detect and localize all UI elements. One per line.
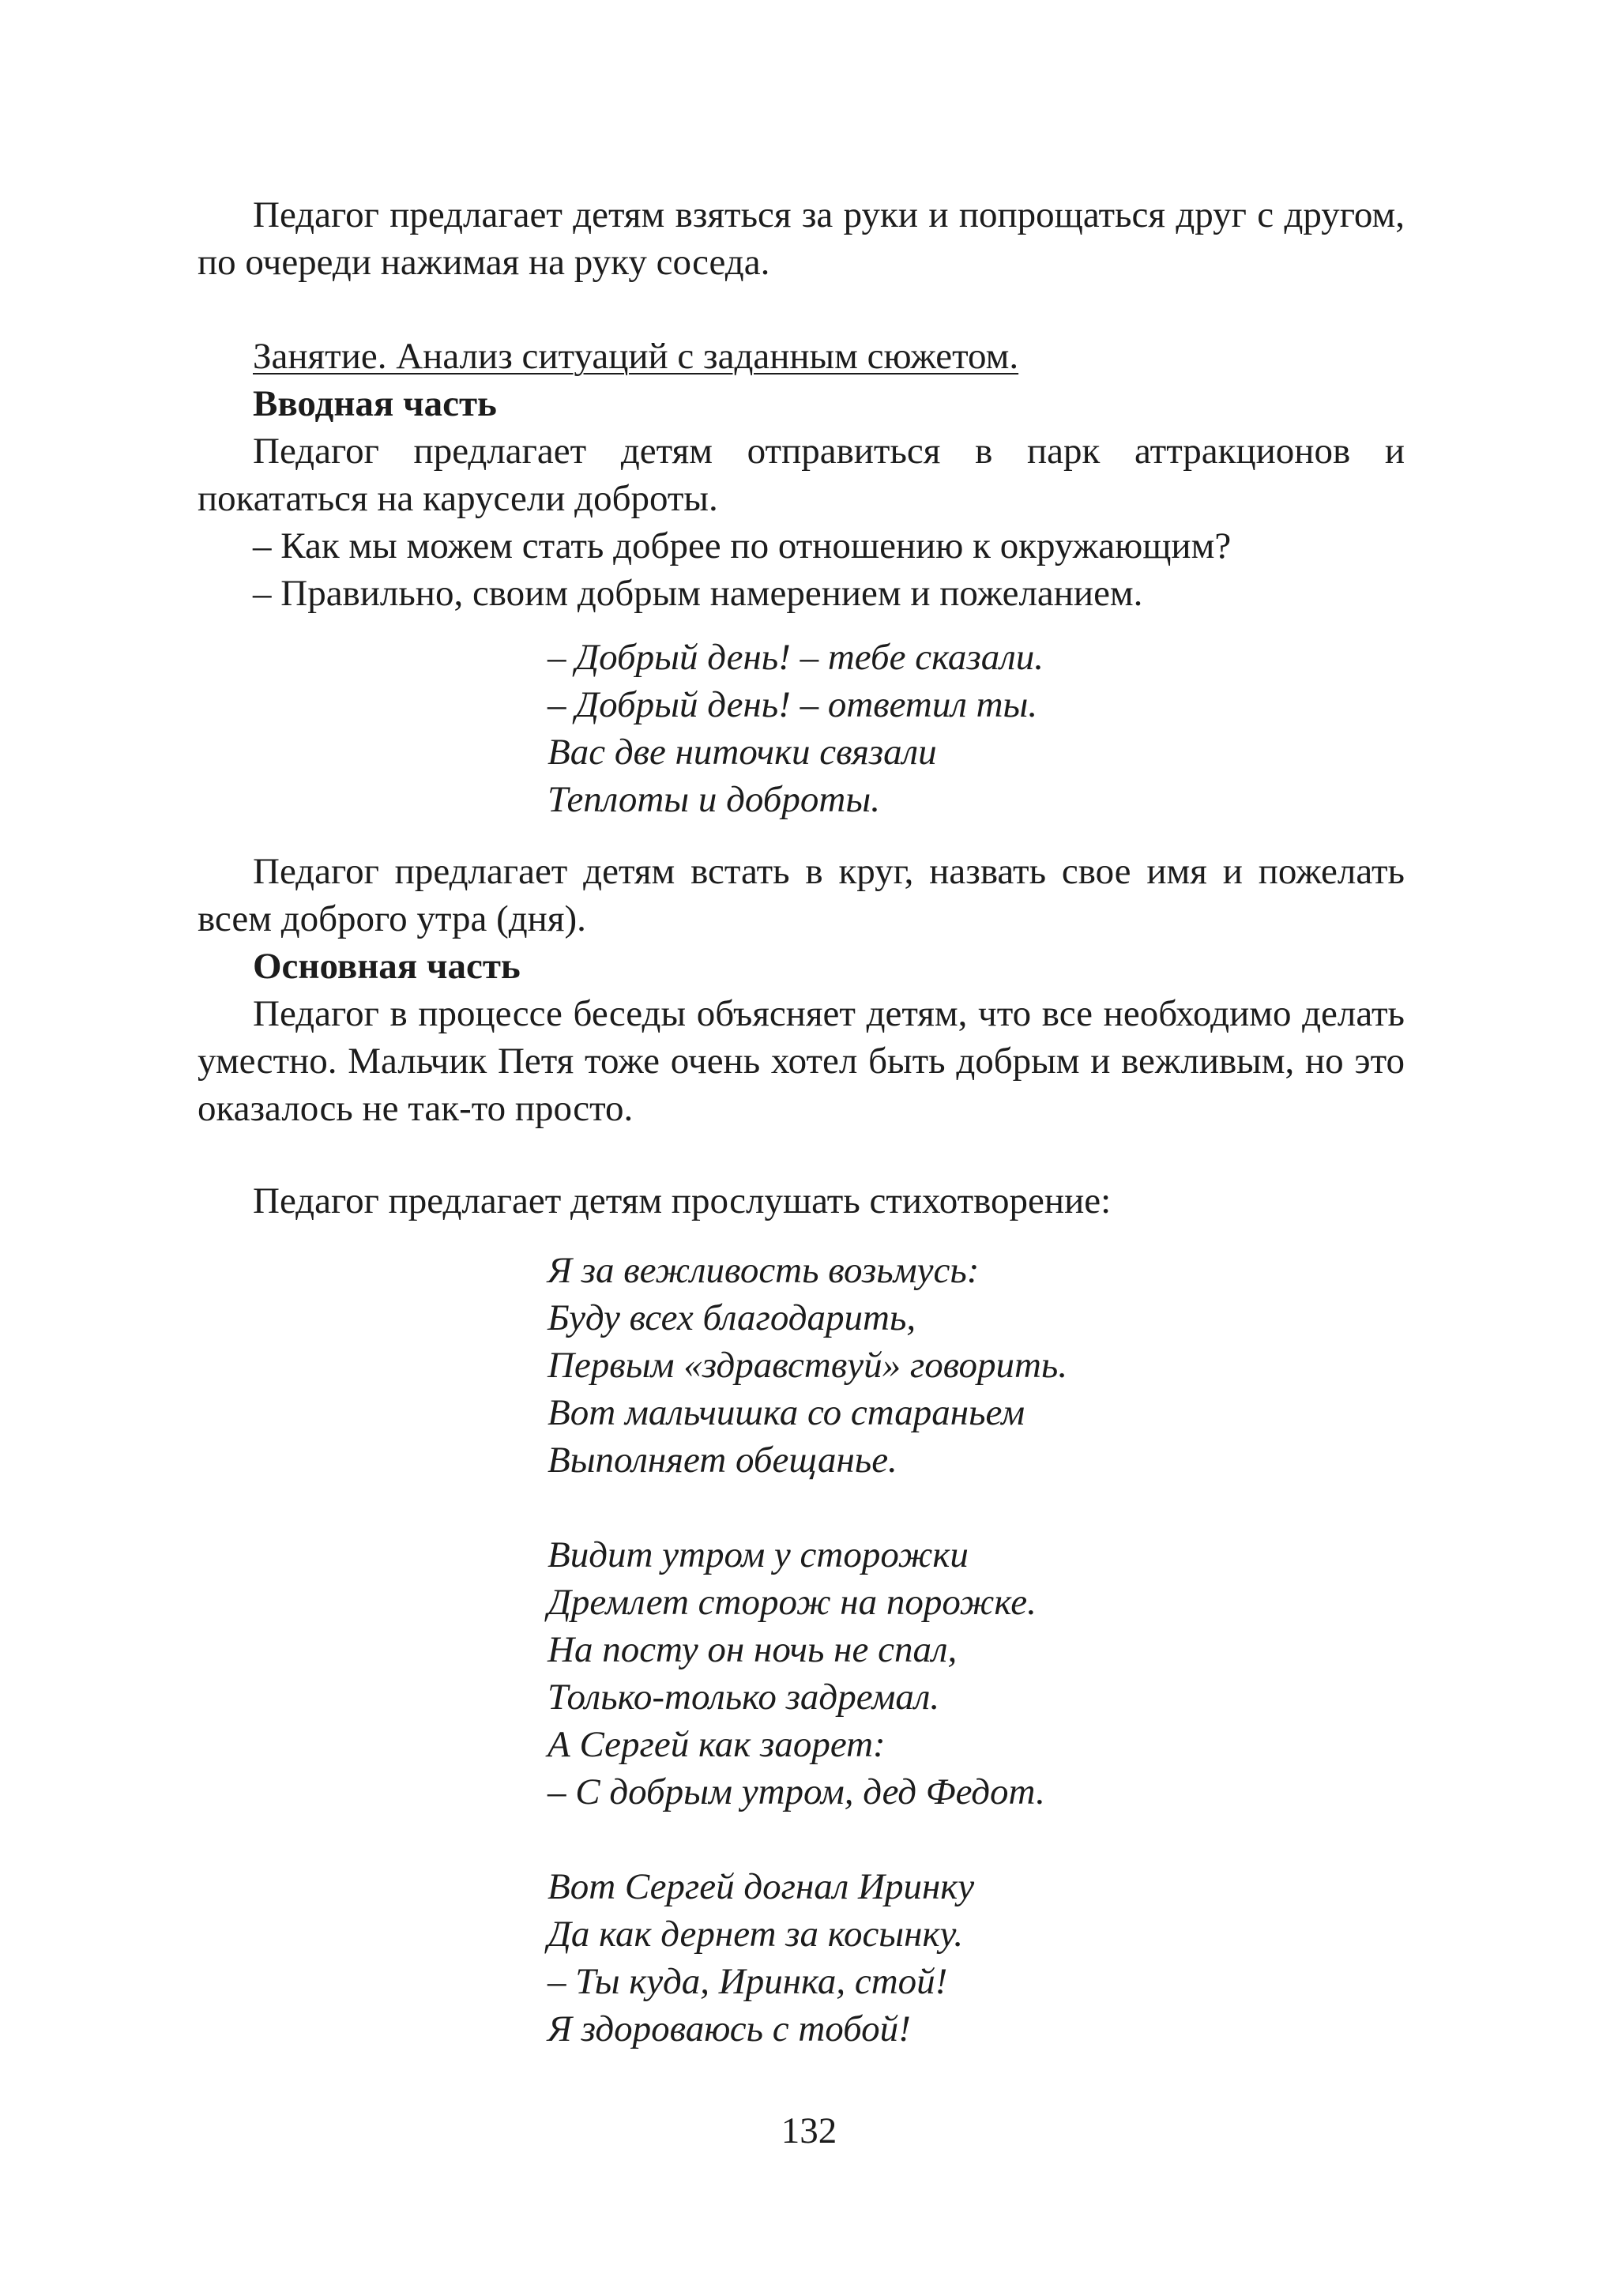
- poem-stanza-1: [547, 1247, 1259, 1484]
- poem-line: – Добрый день! – ответил ты.: [547, 684, 1038, 725]
- intro-answer: – Правильно, своим добрым намерением и пожеланием.: [253, 573, 1143, 614]
- poem-line: Я за вежливость возьмусь:: [547, 1250, 980, 1291]
- poem-line: Вас две ниточки связали: [547, 732, 937, 773]
- main-section-heading: Основная часть: [253, 946, 521, 987]
- poem-line: – Добрый день! – тебе сказали.: [547, 637, 1044, 678]
- main-section-paragraph: Педагог в процессе беседы объясняет детям, что все необходимо делать уместно. Мальчик Петя тоже очень хотел быть добрым и вежливым, но это оказалось не так-то просто.: [198, 993, 1405, 1129]
- listen-block: [198, 1177, 1405, 1225]
- poem-line: – С добрым утром, дед Федот.: [547, 1771, 1045, 1812]
- poem-stanza-3: [547, 1863, 1259, 2053]
- poem-line: Я здороваюсь с тобой!: [547, 2008, 911, 2049]
- intro-section-heading: Вводная часть: [253, 383, 497, 424]
- stanza-spacer: [547, 1484, 1259, 1531]
- stanza-spacer: [547, 1816, 1259, 1863]
- politeness-poem: [547, 1247, 1259, 2053]
- circle-paragraph: Педагог предлагает детям встать в круг, назвать свое имя и пожелать всем доброго утра (дня).: [198, 851, 1405, 939]
- poem-line: Теплоты и доброты.: [547, 779, 880, 820]
- poem-line: Буду всех благодарить,: [547, 1297, 916, 1338]
- intro-question: – Как мы можем стать добрее по отношению к окружающим?: [253, 525, 1232, 566]
- session-block: [198, 333, 1405, 617]
- poem-line: Дремлет сторож на порожке.: [547, 1582, 1037, 1623]
- poem-line: – Ты куда, Иринка, стой!: [547, 1961, 948, 2002]
- poem-stanza-2: [547, 1531, 1259, 1816]
- poem-line: А Сергей как заорет:: [547, 1724, 886, 1765]
- poem-line: Только-только задремал.: [547, 1677, 940, 1718]
- intro-paragraph: Педагог предлагает детям взяться за руки и попрощаться друг с другом, по очереди нажимая на руку соседа.: [198, 194, 1405, 283]
- poem-line: Да как дернет за косынку.: [547, 1914, 964, 1955]
- intro-paragraph-block: [198, 191, 1405, 286]
- greeting-poem: [547, 634, 1259, 823]
- session-title: Занятие. Анализ ситуаций с заданным сюжетом.: [253, 336, 1019, 377]
- poem-line: Первым «здравствуй» говорить.: [547, 1345, 1068, 1386]
- poem-line: На посту он ночь не спал,: [547, 1629, 958, 1670]
- poem-line: Выполняет обещанье.: [547, 1440, 897, 1481]
- page-number: 132: [781, 2110, 837, 2151]
- poem-line: Вот мальчишка со стараньем: [547, 1392, 1025, 1433]
- listen-paragraph: Педагог предлагает детям прослушать стихотворение:: [253, 1180, 1112, 1221]
- main-block: [198, 848, 1405, 1132]
- intro-section-paragraph: Педагог предлагает детям отправиться в парк аттракционов и покататься на карусели доброты.: [198, 431, 1405, 519]
- poem-line: Видит утром у сторожки: [547, 1534, 969, 1575]
- poem-line: Вот Сергей догнал Иринку: [547, 1866, 975, 1907]
